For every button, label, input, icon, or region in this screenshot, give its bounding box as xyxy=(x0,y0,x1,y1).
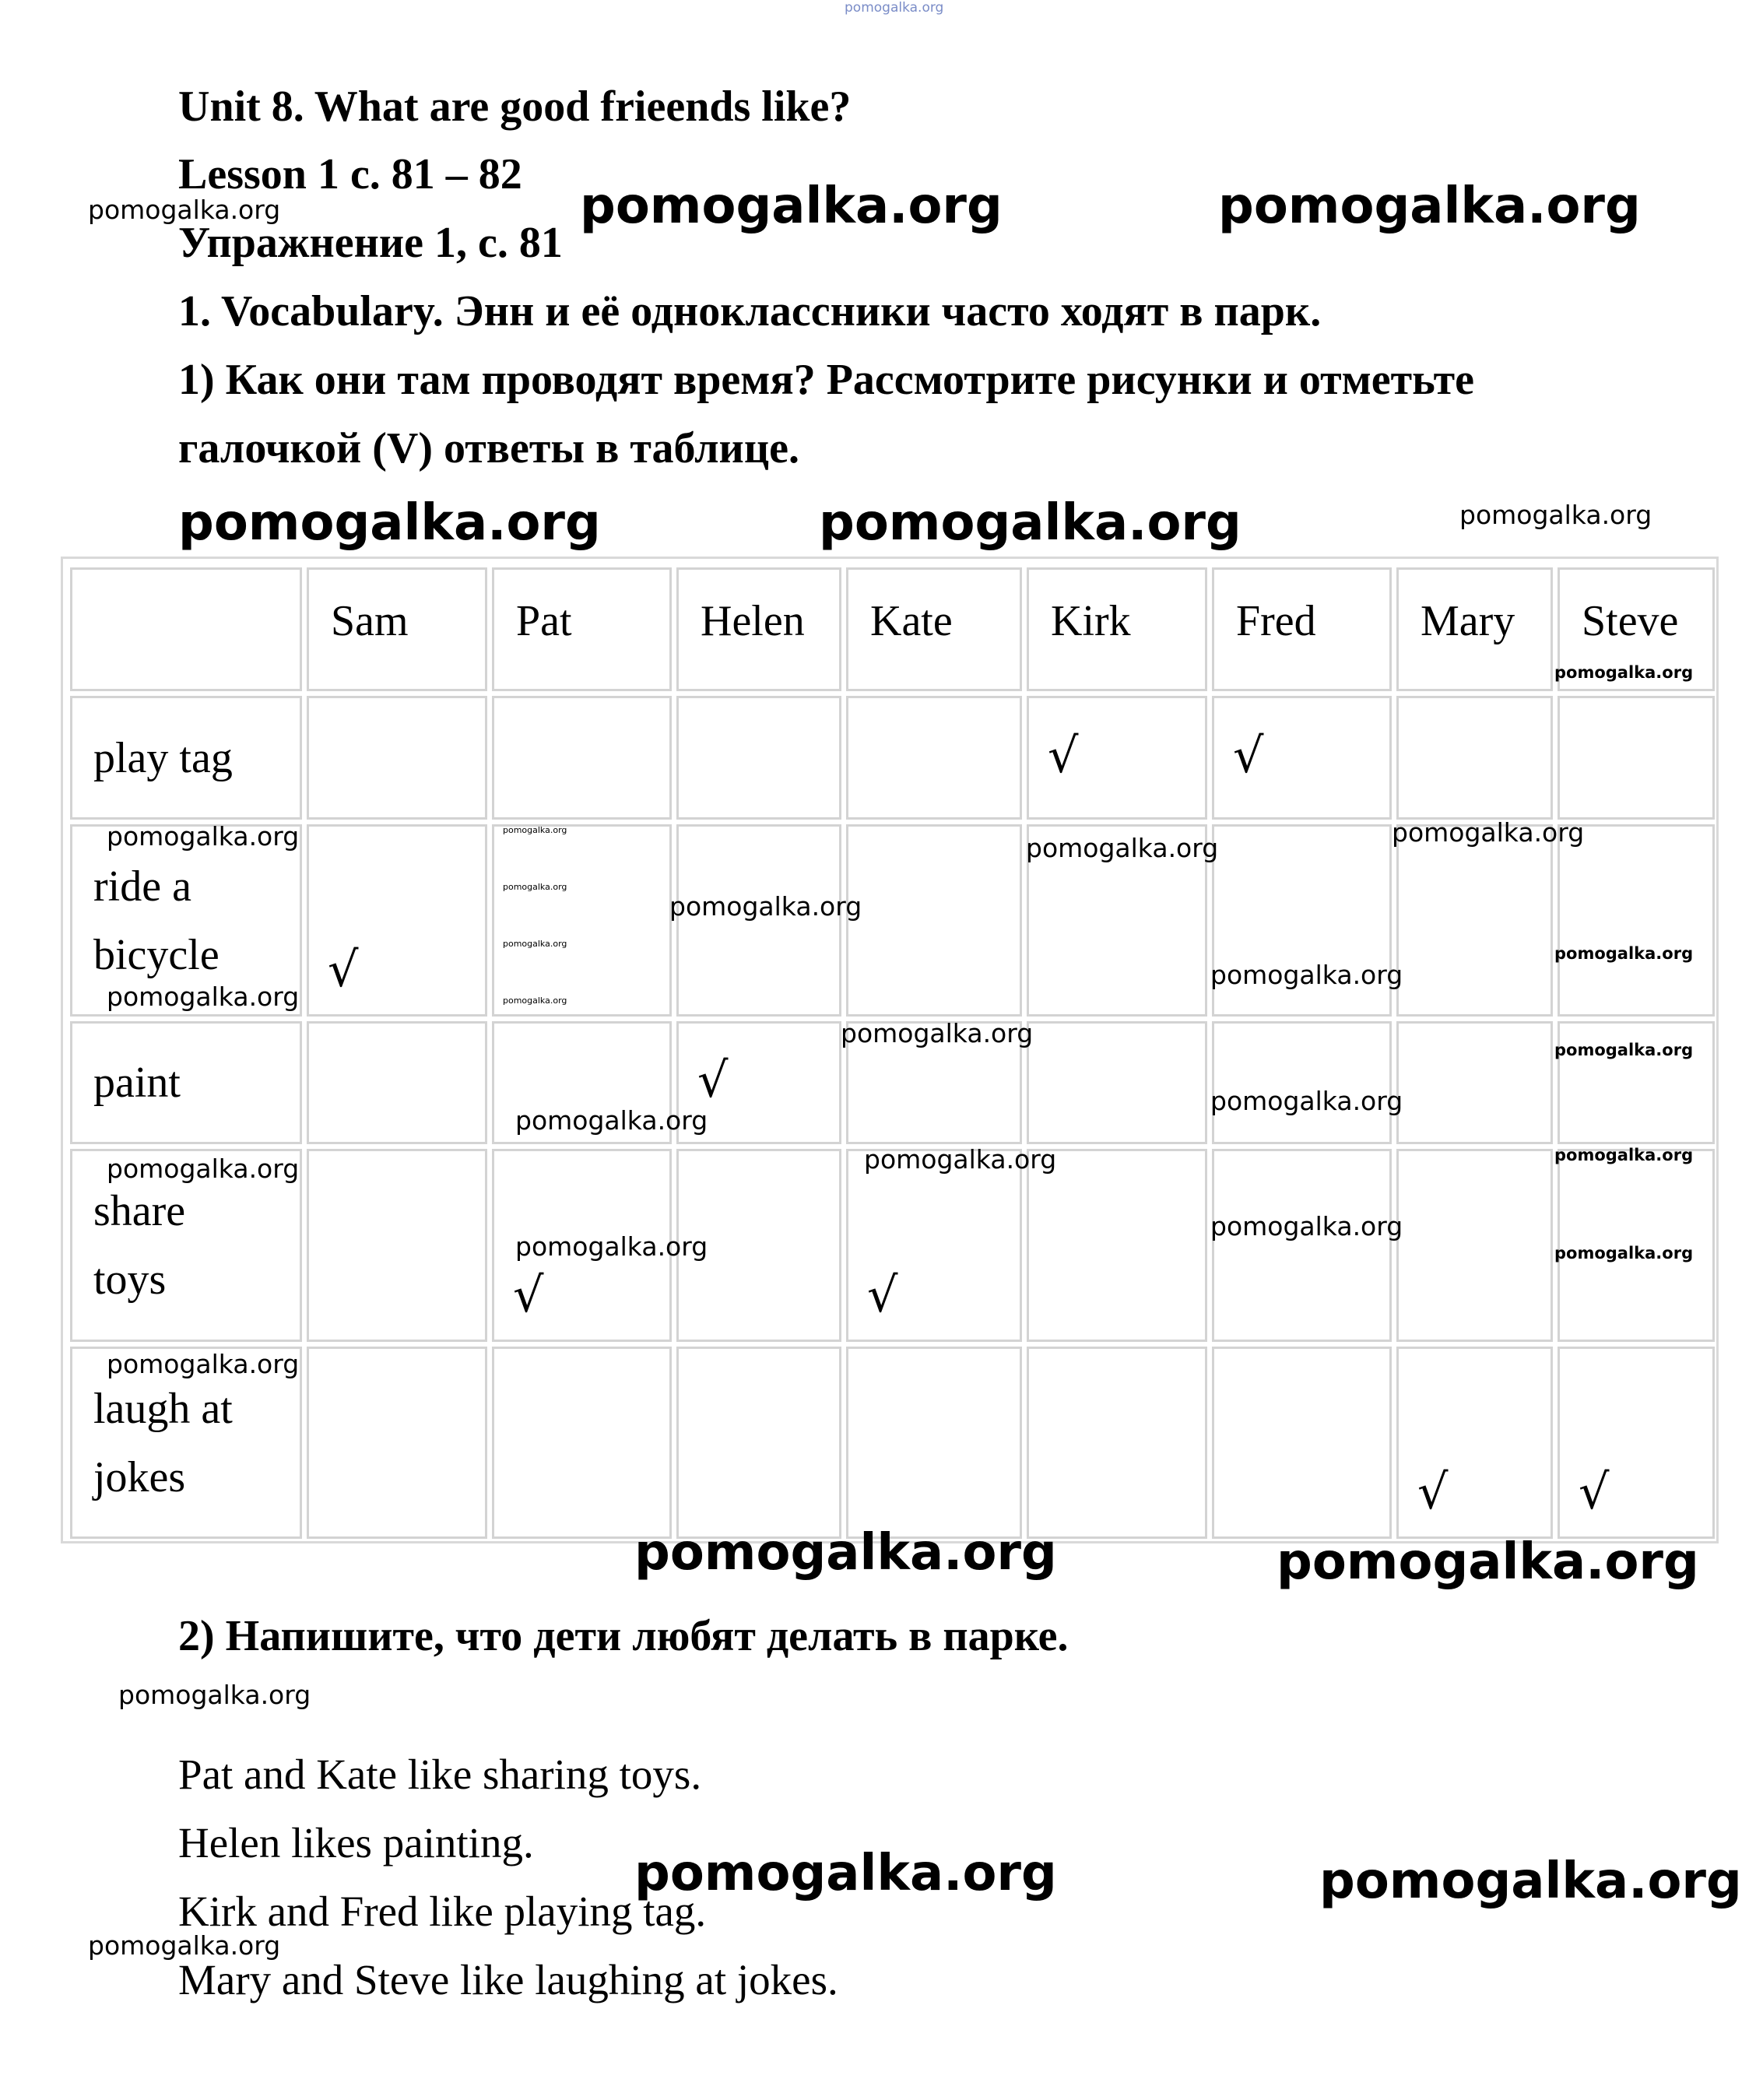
top-watermark: pomogalka.org xyxy=(845,0,944,16)
watermark: pomogalka.org xyxy=(1218,177,1641,235)
answer-line: Mary and Steve like laughing at jokes. xyxy=(178,1956,838,2003)
table-cell xyxy=(1027,1149,1207,1342)
activity-table xyxy=(61,557,1719,1543)
watermark: pomogalka.org xyxy=(634,1845,1057,1902)
watermark: pomogalka.org xyxy=(669,891,862,922)
row-label: paint xyxy=(93,1059,181,1107)
column-header: Kirk xyxy=(1051,597,1131,645)
watermark: pomogalka.org xyxy=(1319,1852,1742,1910)
column-header: Sam xyxy=(331,597,409,645)
watermark: pomogalka.org xyxy=(1459,500,1652,530)
table-cell xyxy=(1396,1021,1553,1144)
exercise-title: Упражнение 1, с. 81 xyxy=(178,219,563,267)
watermark: pomogalka.org xyxy=(515,1231,708,1262)
check-mark: √ xyxy=(1417,1463,1449,1520)
table-cell xyxy=(1396,824,1553,1017)
answer-line: Helen likes painting. xyxy=(178,1819,534,1866)
watermark: pomogalka.org xyxy=(841,1018,1034,1048)
row-label: jokes xyxy=(93,1452,186,1501)
table-cell xyxy=(1558,824,1715,1017)
question-line-1: 1) Как они там проводят время? Рассмотрите рисунки и отметьте xyxy=(178,356,1474,404)
watermark: pomogalka.org xyxy=(1554,1041,1694,1059)
table-cell xyxy=(1027,1021,1207,1144)
table-cell xyxy=(1027,1347,1207,1539)
table-cell xyxy=(846,1347,1022,1539)
watermark: pomogalka.org xyxy=(1554,1244,1694,1262)
watermark: pomogalka.org xyxy=(503,996,567,1006)
check-mark: √ xyxy=(328,941,359,998)
table-cell xyxy=(676,1347,841,1539)
check-mark: √ xyxy=(867,1266,898,1323)
table-cell xyxy=(1558,696,1715,820)
watermark: pomogalka.org xyxy=(1026,833,1219,863)
column-header: Fred xyxy=(1236,597,1316,645)
watermark: pomogalka.org xyxy=(88,1930,281,1961)
watermark: pomogalka.org xyxy=(88,195,281,225)
part2-prompt: 2) Напишите, что дети любят делать в парке. xyxy=(178,1612,1069,1660)
watermark: pomogalka.org xyxy=(107,1349,300,1379)
watermark: pomogalka.org xyxy=(178,494,601,552)
table-cell xyxy=(492,1347,672,1539)
watermark: pomogalka.org xyxy=(1554,663,1694,682)
check-mark: √ xyxy=(513,1266,544,1323)
row-label: laugh at xyxy=(93,1384,233,1433)
table-cell xyxy=(307,1149,487,1342)
row-label: bicycle xyxy=(93,930,219,979)
watermark: pomogalka.org xyxy=(819,494,1241,552)
table-cell xyxy=(1212,1021,1392,1144)
watermark: pomogalka.org xyxy=(503,825,567,835)
row-label: share xyxy=(93,1187,186,1235)
watermark: pomogalka.org xyxy=(1210,960,1403,990)
column-header: Steve xyxy=(1582,597,1679,645)
check-mark: √ xyxy=(1048,726,1079,784)
table-cell xyxy=(492,696,672,820)
row-label: ride a xyxy=(93,862,191,911)
watermark: pomogalka.org xyxy=(515,1105,708,1136)
table-cell xyxy=(1212,1149,1392,1342)
question-line-2: галочкой (V) ответы в таблице. xyxy=(178,424,799,472)
table-cell xyxy=(846,696,1022,820)
table-cell xyxy=(307,1021,487,1144)
watermark: pomogalka.org xyxy=(634,1524,1057,1582)
watermark: pomogalka.org xyxy=(107,1154,300,1184)
table-corner-cell xyxy=(70,567,302,691)
answer-line: Pat and Kate like sharing toys. xyxy=(178,1751,702,1798)
table-cell xyxy=(1396,696,1553,820)
table-cell xyxy=(846,824,1022,1017)
table-cell xyxy=(1212,1347,1392,1539)
watermark: pomogalka.org xyxy=(1554,944,1694,963)
watermark: pomogalka.org xyxy=(503,882,567,892)
watermark: pomogalka.org xyxy=(503,939,567,949)
watermark: pomogalka.org xyxy=(107,982,300,1012)
table-cell xyxy=(307,696,487,820)
check-mark: √ xyxy=(1233,726,1264,784)
table-cell xyxy=(1558,1021,1715,1144)
watermark: pomogalka.org xyxy=(1392,817,1585,848)
watermark: pomogalka.org xyxy=(1554,1146,1694,1164)
column-header: Helen xyxy=(701,597,805,645)
column-header: Mary xyxy=(1421,597,1515,645)
task-line: 1. Vocabulary. Энн и её одноклассники часто ходят в парк. xyxy=(178,287,1322,335)
watermark: pomogalka.org xyxy=(864,1144,1057,1175)
row-label: play tag xyxy=(93,733,233,782)
answer-line: Kirk and Fred like playing tag. xyxy=(178,1888,707,1935)
table-cell xyxy=(492,824,672,1017)
table-cell xyxy=(1396,1149,1553,1342)
watermark: pomogalka.org xyxy=(1210,1086,1403,1116)
column-header: Pat xyxy=(516,597,572,645)
check-mark: √ xyxy=(1579,1463,1610,1520)
lesson-title: Lesson 1 с. 81 – 82 xyxy=(178,150,522,198)
row-label: toys xyxy=(93,1255,167,1304)
table-cell xyxy=(307,1347,487,1539)
watermark: pomogalka.org xyxy=(1210,1211,1403,1241)
watermark: pomogalka.org xyxy=(107,821,300,852)
watermark: pomogalka.org xyxy=(580,177,1003,235)
unit-title: Unit 8. What are good frieends like? xyxy=(178,83,852,131)
table-cell xyxy=(676,696,841,820)
watermark: pomogalka.org xyxy=(118,1680,311,1710)
check-mark: √ xyxy=(697,1052,729,1108)
watermark: pomogalka.org xyxy=(1277,1533,1699,1591)
column-header: Kate xyxy=(870,597,953,645)
